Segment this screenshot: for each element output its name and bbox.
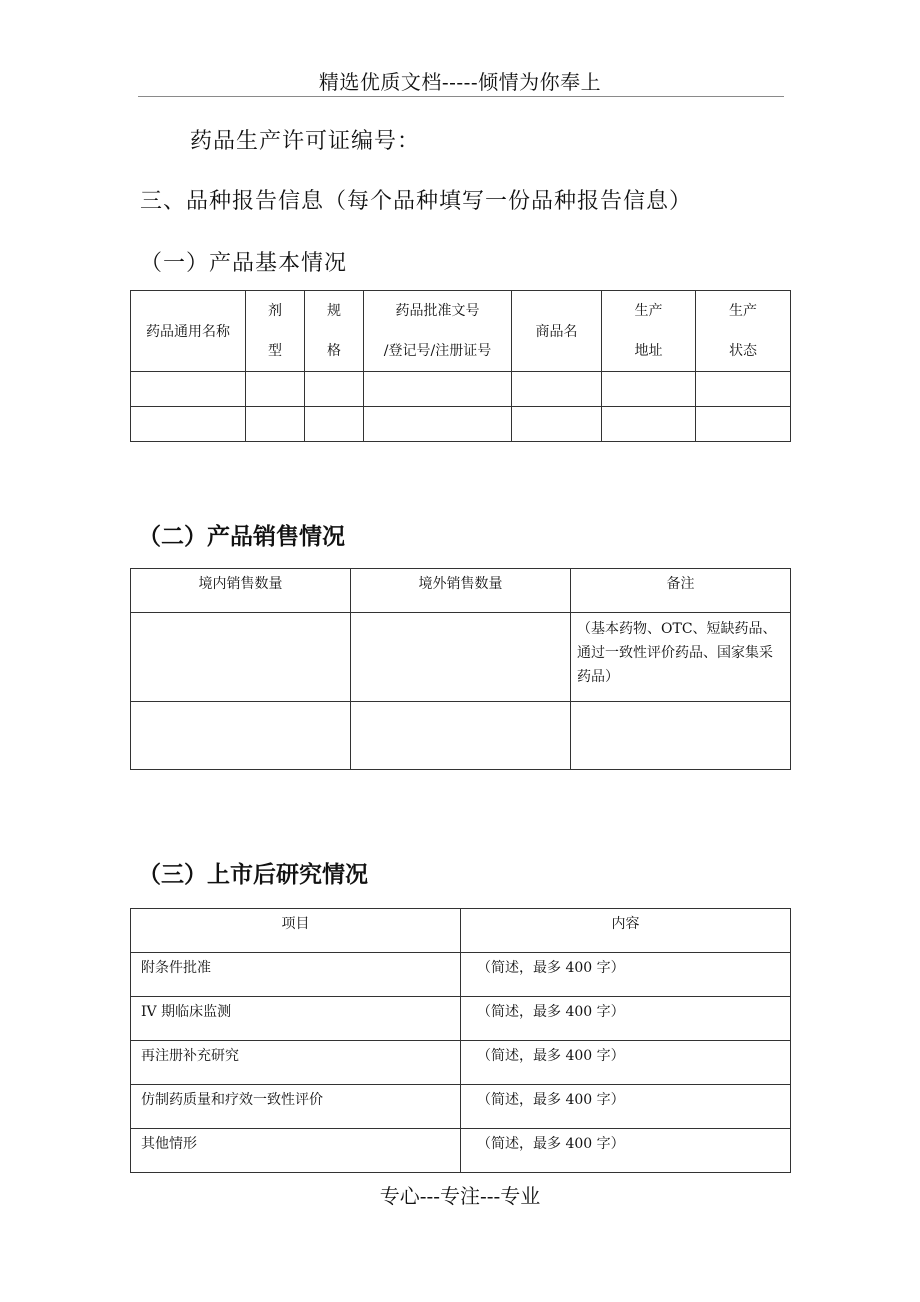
research-content[interactable]: （简述，最多 400 字）: [461, 1041, 791, 1085]
table-cell[interactable]: [305, 372, 364, 407]
col-domestic-sales: 境内销售数量: [131, 569, 351, 613]
col-content: 内容: [461, 909, 791, 953]
sales-info-table: [130, 568, 791, 770]
table-cell[interactable]: [351, 702, 571, 770]
research-item: IV 期临床监测: [131, 997, 461, 1041]
table-row: [131, 407, 791, 442]
research-item: 其他情形: [131, 1129, 461, 1173]
basic-info-title: （一）产品基本情况: [140, 251, 348, 276]
table-cell[interactable]: [602, 372, 696, 407]
license-number-label: 药品生产许可证编号：: [190, 129, 421, 154]
research-content[interactable]: （简述，最多 400 字）: [461, 1129, 791, 1173]
table-cell[interactable]: [512, 407, 602, 442]
research-content[interactable]: （简述，最多 400 字）: [461, 997, 791, 1041]
table-header-row: [131, 291, 791, 372]
col-production-status: 生产 状态: [696, 291, 791, 372]
table-cell[interactable]: [131, 372, 246, 407]
table-header-row: [131, 909, 791, 953]
section-title: 三、品种报告信息（每个品种填写一份品种报告信息）: [140, 189, 693, 214]
table-cell[interactable]: [696, 407, 791, 442]
table-cell[interactable]: [246, 372, 305, 407]
table-row: [131, 1129, 791, 1173]
research-info-table: [130, 908, 791, 1173]
research-content[interactable]: （简述，最多 400 字）: [461, 1085, 791, 1129]
col-trade-name: 商品名: [512, 291, 602, 372]
table-cell[interactable]: [305, 407, 364, 442]
table-row: [131, 702, 791, 770]
remarks-hint: （基本药物、OTC、短缺药品、通过一致性评价药品、国家集采药品）: [577, 621, 777, 685]
table-cell[interactable]: [246, 407, 305, 442]
research-content[interactable]: （简述，最多 400 字）: [461, 953, 791, 997]
table-cell[interactable]: [364, 372, 512, 407]
col-generic-name: 药品通用名称: [131, 291, 246, 372]
col-remarks: 备注: [571, 569, 791, 613]
col-item: 项目: [131, 909, 461, 953]
col-overseas-sales: 境外销售数量: [351, 569, 571, 613]
table-cell[interactable]: [602, 407, 696, 442]
table-cell[interactable]: [571, 702, 791, 770]
table-row: [131, 1041, 791, 1085]
col-spec: 规 格: [305, 291, 364, 372]
col-production-address: 生产 地址: [602, 291, 696, 372]
table-row: [131, 1085, 791, 1129]
table-cell[interactable]: [696, 372, 791, 407]
research-item: 附条件批准: [131, 953, 461, 997]
col-dosage-form: 剂 型: [246, 291, 305, 372]
basic-info-table: [130, 290, 791, 442]
table-row: [131, 953, 791, 997]
table-cell[interactable]: [351, 613, 571, 702]
table-row: [131, 997, 791, 1041]
table-cell[interactable]: [131, 702, 351, 770]
table-cell[interactable]: [512, 372, 602, 407]
research-info-title: （三）上市后研究情况: [138, 862, 368, 888]
sales-info-title: （二）产品销售情况: [138, 524, 345, 550]
header-divider: [138, 96, 784, 97]
table-cell[interactable]: [131, 613, 351, 702]
page-footer: 专心---专注---专业: [379, 1184, 541, 1208]
col-approval-number: 药品批准文号 /登记号/注册证号: [364, 291, 512, 372]
table-cell[interactable]: [131, 407, 246, 442]
table-row: [131, 613, 791, 702]
table-header-row: [131, 569, 791, 613]
research-item: 仿制药质量和疗效一致性评价: [131, 1085, 461, 1129]
page-header: 精选优质文档-----倾情为你奉上: [318, 70, 602, 94]
research-item: 再注册补充研究: [131, 1041, 461, 1085]
remarks-cell[interactable]: [571, 613, 791, 702]
table-cell[interactable]: [364, 407, 512, 442]
table-row: [131, 372, 791, 407]
